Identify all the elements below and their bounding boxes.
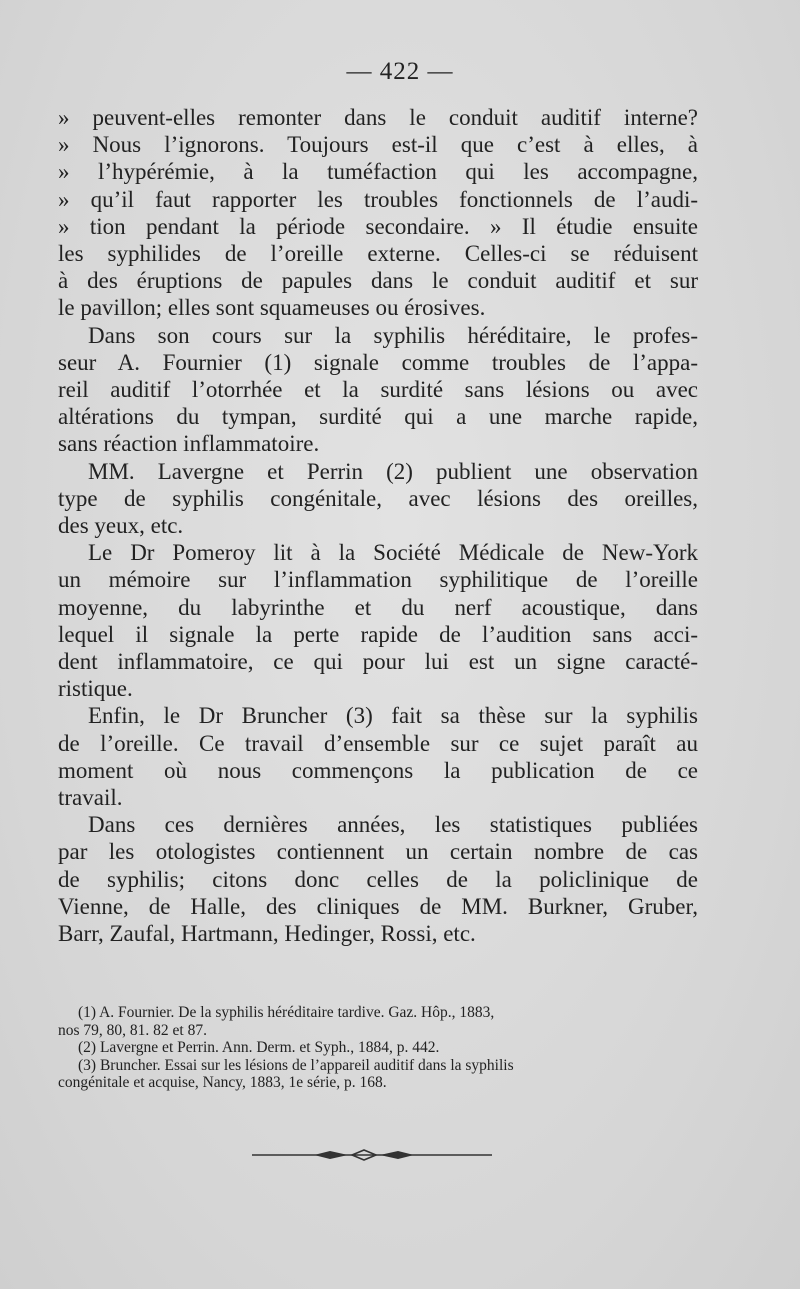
text-line: MM. Lavergne et Perrin (2) publient une observation [88,458,698,484]
text-line: de l’oreille. Ce travail d’ensemble sur ce sujet paraît au [58,730,698,756]
paragraph [58,104,698,322]
paragraph [58,702,698,811]
text-line: Enfin, le Dr Bruncher (3) fait sa thèse sur la syphilis [88,703,698,729]
text-line: » tion pendant la période secondaire. » Il étudie ensuite [58,213,698,239]
text-line: le pavillon; elles sont squameuses ou érosives. [58,295,486,321]
footnote-line: nos 79, 80, 81. 82 et 87. [58,1021,207,1039]
text-line: type de syphilis congénitale, avec lésions des oreilles, [58,485,698,511]
footnote-line: (2) Lavergne et Perrin. Ann. Derm. et Syph., 1884, p. 442. [78,1039,440,1056]
text-line: seur A. Fournier (1) signale comme troubles de l’appa- [58,349,698,375]
text-line: » qu’il faut rapporter les troubles fonctionnels de l’audi- [58,186,698,212]
text-line: des yeux, etc. [58,513,184,539]
text-line: Le Dr Pomeroy lit à la Société Médicale de New-York [88,540,698,566]
text-line: sans réaction inflammatoire. [58,431,320,457]
text-line: Dans son cours sur la syphilis héréditaire, le profes- [88,322,698,348]
text-line: dent inflammatoire, ce qui pour lui est un signe caracté- [58,649,698,675]
paragraph [58,539,698,702]
paragraph [58,322,698,458]
text-line: altérations du tympan, surdité qui a une marche rapide, [58,404,698,430]
text-line: » l’hypérémie, à la tuméfaction qui les accompagne, [58,159,698,185]
text-line: Vienne, de Halle, des cliniques de MM. Burkner, Gruber, [58,893,698,919]
text-line: à des éruptions de papules dans le conduit auditif et sur [58,268,698,294]
text-line: moment où nous commençons la publication de ce [58,757,698,783]
text-line: reil auditif l’otorrhée et la surdité sans lésions ou avec [58,377,698,403]
text-line: moyenne, du labyrinthe et du nerf acoustique, dans [58,594,698,620]
text-line: » peuvent-elles remonter dans le conduit auditif interne? [58,105,698,130]
ornament-divider [252,1148,492,1162]
text-line: de syphilis; citons donc celles de la policlinique de [58,866,698,892]
footnote-line: congénitale et acquise, Nancy, 1883, 1e série, p. 168. [58,1074,387,1091]
text-line: les syphilides de l’oreille externe. Celles-ci se réduisent [58,241,698,267]
text-line: Dans ces dernières années, les statistiques publiées [88,812,698,838]
footnotes [58,1004,698,1092]
text-line: travail. [58,785,123,811]
page-number: — 422 — [346,58,454,85]
footnote-line: (1) A. Fournier. De la syphilis héréditaire tardive. Gaz. Hôp., 1883, [78,1004,495,1021]
text-line: » Nous l’ignorons. Toujours est-il que c’est à elles, à [58,132,698,158]
text-line: un mémoire sur l’inflammation syphilitique de l’oreille [58,567,698,593]
footnote-line: (3) Bruncher. Essai sur les lésions de l’appareil auditif dans la syphilis [78,1056,514,1074]
text-line: ristique. [58,676,133,702]
body-text [58,104,698,947]
paragraph [58,811,698,947]
text-line: par les otologistes contiennent un certain nombre de cas [58,839,698,865]
text-line: Barr, Zaufal, Hartmann, Hedinger, Rossi, etc. [58,921,476,947]
text-line: lequel il signale la perte rapide de l’audition sans acci- [58,621,698,647]
paragraph [58,458,698,540]
